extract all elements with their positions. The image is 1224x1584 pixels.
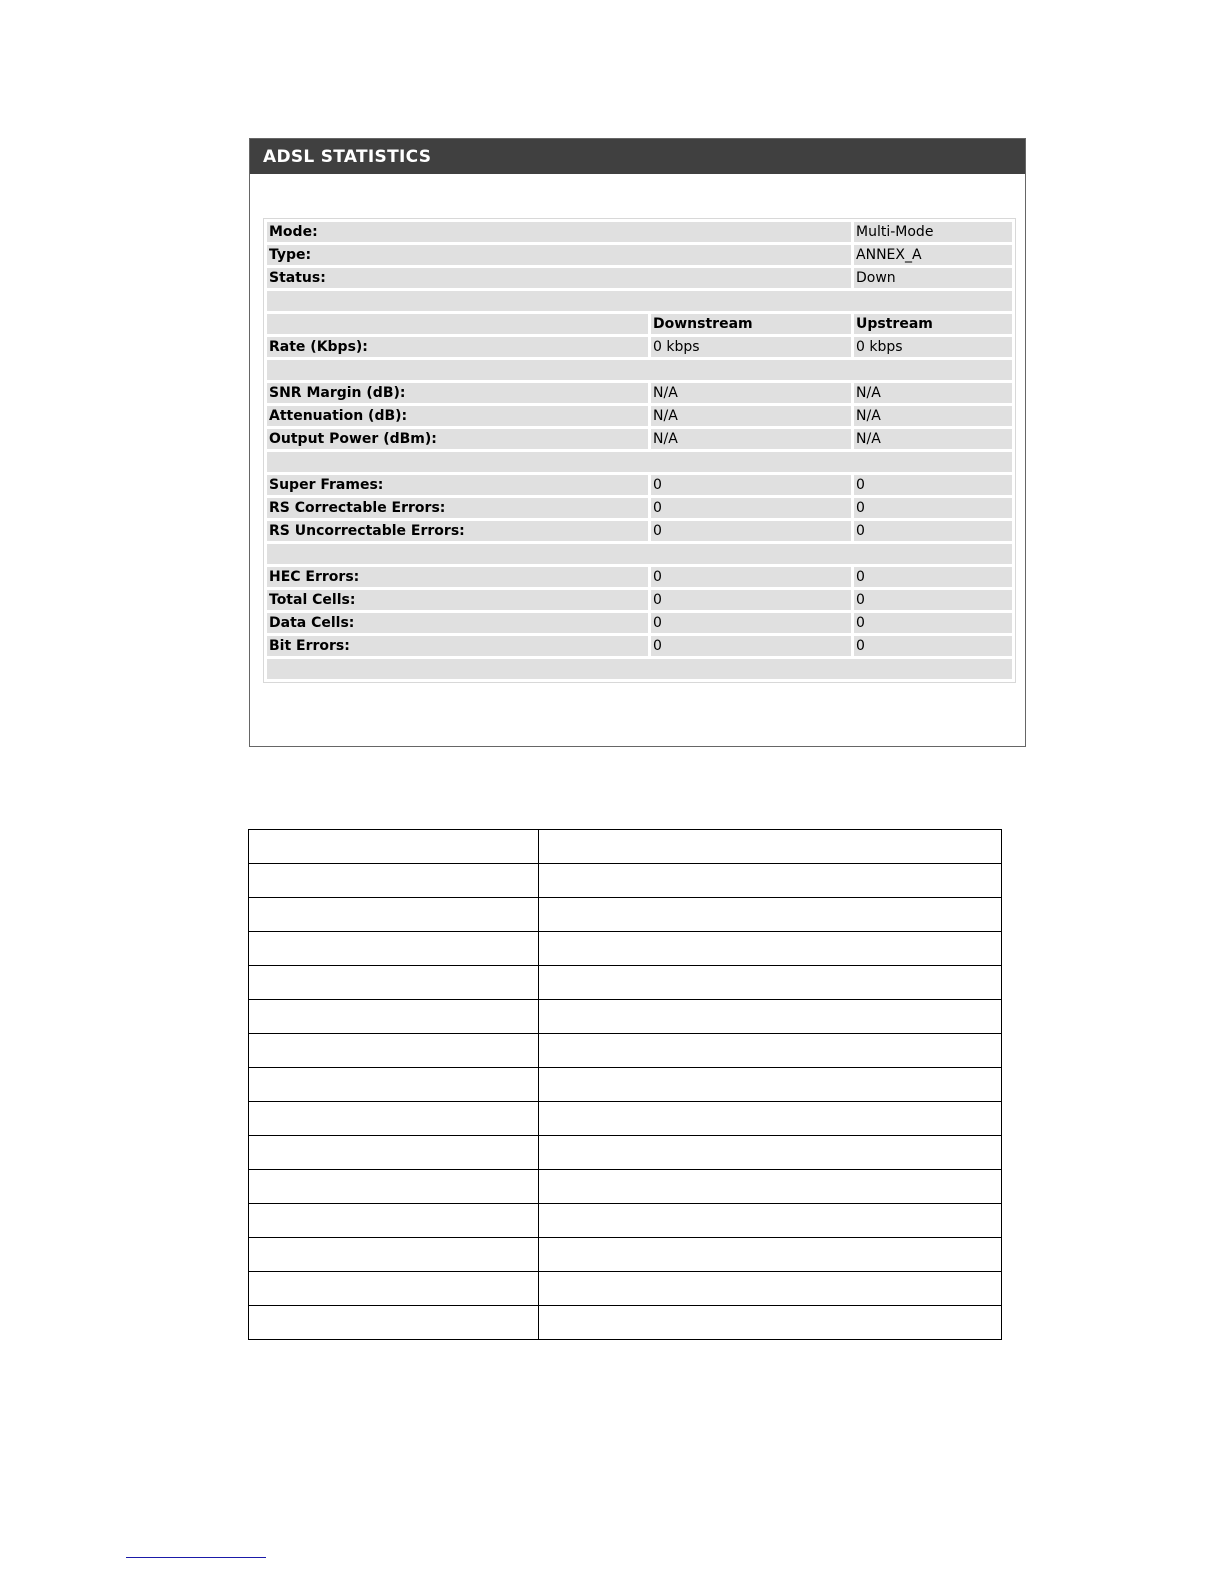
table-row [249, 1136, 1002, 1170]
table-row-status [267, 268, 1012, 288]
table-cell [539, 1170, 1002, 1204]
table-row [249, 1102, 1002, 1136]
table-cell [539, 932, 1002, 966]
snr-margin-upstream: N/A [854, 383, 1012, 403]
adsl-statistics-panel [249, 138, 1026, 747]
table-row [249, 1306, 1002, 1340]
spacer-cell [267, 659, 1012, 679]
panel-title: ADSL STATISTICS [250, 139, 1025, 174]
table-cell [249, 898, 539, 932]
mode-label: Mode: [267, 222, 851, 242]
rs-uncorrectable-label: RS Uncorrectable Errors: [267, 521, 648, 541]
table-cell [539, 1034, 1002, 1068]
table-cell [249, 1136, 539, 1170]
table-cell [539, 1272, 1002, 1306]
bit-errors-downstream: 0 [651, 636, 851, 656]
table-cell [249, 1102, 539, 1136]
adsl-statistics-table [264, 219, 1015, 682]
rs-uncorrectable-upstream: 0 [854, 521, 1012, 541]
table-cell [539, 898, 1002, 932]
table-cell [539, 830, 1002, 864]
table-cell [249, 1238, 539, 1272]
table-cell [249, 1170, 539, 1204]
rs-correctable-downstream: 0 [651, 498, 851, 518]
hec-errors-label: HEC Errors: [267, 567, 648, 587]
bit-errors-upstream: 0 [854, 636, 1012, 656]
rate-upstream: 0 kbps [854, 337, 1012, 357]
total-cells-label: Total Cells: [267, 590, 648, 610]
table-cell [249, 1068, 539, 1102]
table-cell [539, 966, 1002, 1000]
spacer-cell [267, 544, 1012, 564]
type-label: Type: [267, 245, 851, 265]
upstream-header: Upstream [854, 314, 1012, 334]
table-row [249, 1000, 1002, 1034]
spacer-row [267, 452, 1012, 472]
data-cells-label: Data Cells: [267, 613, 648, 633]
super-frames-downstream: 0 [651, 475, 851, 495]
status-label: Status: [267, 268, 851, 288]
spacer-cell [267, 452, 1012, 472]
table-row [249, 1034, 1002, 1068]
data-cells-downstream: 0 [651, 613, 851, 633]
attenuation-label: Attenuation (dB): [267, 406, 648, 426]
table-row [249, 932, 1002, 966]
table-cell [539, 1068, 1002, 1102]
table-row [249, 1272, 1002, 1306]
table-cell [249, 1306, 539, 1340]
table-row [249, 830, 1002, 864]
table-row [249, 1238, 1002, 1272]
table-row-rate [267, 337, 1012, 357]
rs-correctable-label: RS Correctable Errors: [267, 498, 648, 518]
table-row-data-cells [267, 613, 1012, 633]
table-row [249, 1204, 1002, 1238]
output-power-label: Output Power (dBm): [267, 429, 648, 449]
table-row [249, 1068, 1002, 1102]
table-cell [539, 1238, 1002, 1272]
table-row [249, 898, 1002, 932]
table-row-total-cells [267, 590, 1012, 610]
snr-margin-label: SNR Margin (dB): [267, 383, 648, 403]
type-value: ANNEX_A [854, 245, 1012, 265]
status-value: Down [854, 268, 1012, 288]
rs-correctable-upstream: 0 [854, 498, 1012, 518]
output-power-upstream: N/A [854, 429, 1012, 449]
table-row-bit-errors [267, 636, 1012, 656]
table-row-output-power [267, 429, 1012, 449]
table-cell [249, 1034, 539, 1068]
spacer-cell [267, 360, 1012, 380]
snr-margin-downstream: N/A [651, 383, 851, 403]
attenuation-upstream: N/A [854, 406, 1012, 426]
super-frames-label: Super Frames: [267, 475, 648, 495]
table-row-type [267, 245, 1012, 265]
mode-value: Multi-Mode [854, 222, 1012, 242]
rate-downstream: 0 kbps [651, 337, 851, 357]
bit-errors-label: Bit Errors: [267, 636, 648, 656]
table-row-super-frames [267, 475, 1012, 495]
table-cell [249, 864, 539, 898]
table-cell [539, 1204, 1002, 1238]
table-cell [249, 1204, 539, 1238]
spacer-row [267, 360, 1012, 380]
downstream-header: Downstream [651, 314, 851, 334]
table-row [249, 966, 1002, 1000]
table-row-snr-margin [267, 383, 1012, 403]
rate-label: Rate (Kbps): [267, 337, 648, 357]
table-cell [249, 932, 539, 966]
table-cell [539, 1102, 1002, 1136]
empty-header-cell [267, 314, 648, 334]
output-power-downstream: N/A [651, 429, 851, 449]
table-cell [249, 966, 539, 1000]
spacer-row [267, 544, 1012, 564]
table-row-attenuation [267, 406, 1012, 426]
blank-description-table [248, 829, 1002, 1340]
total-cells-downstream: 0 [651, 590, 851, 610]
total-cells-upstream: 0 [854, 590, 1012, 610]
table-row-rs-uncorrectable [267, 521, 1012, 541]
spacer-row [267, 659, 1012, 679]
table-row [249, 864, 1002, 898]
table-row-mode [267, 222, 1012, 242]
hec-errors-upstream: 0 [854, 567, 1012, 587]
table-row-rs-correctable [267, 498, 1012, 518]
data-cells-upstream: 0 [854, 613, 1012, 633]
table-cell [249, 1000, 539, 1034]
table-cell [539, 1306, 1002, 1340]
table-cell [249, 830, 539, 864]
super-frames-upstream: 0 [854, 475, 1012, 495]
footnote-separator [126, 1557, 266, 1558]
spacer-cell [267, 291, 1012, 311]
table-cell [539, 1136, 1002, 1170]
table-row-column-headers [267, 314, 1012, 334]
table-cell [249, 1272, 539, 1306]
hec-errors-downstream: 0 [651, 567, 851, 587]
table-row [249, 1170, 1002, 1204]
rs-uncorrectable-downstream: 0 [651, 521, 851, 541]
table-cell [539, 1000, 1002, 1034]
table-cell [539, 864, 1002, 898]
spacer-row [267, 291, 1012, 311]
attenuation-downstream: N/A [651, 406, 851, 426]
table-row-hec-errors [267, 567, 1012, 587]
